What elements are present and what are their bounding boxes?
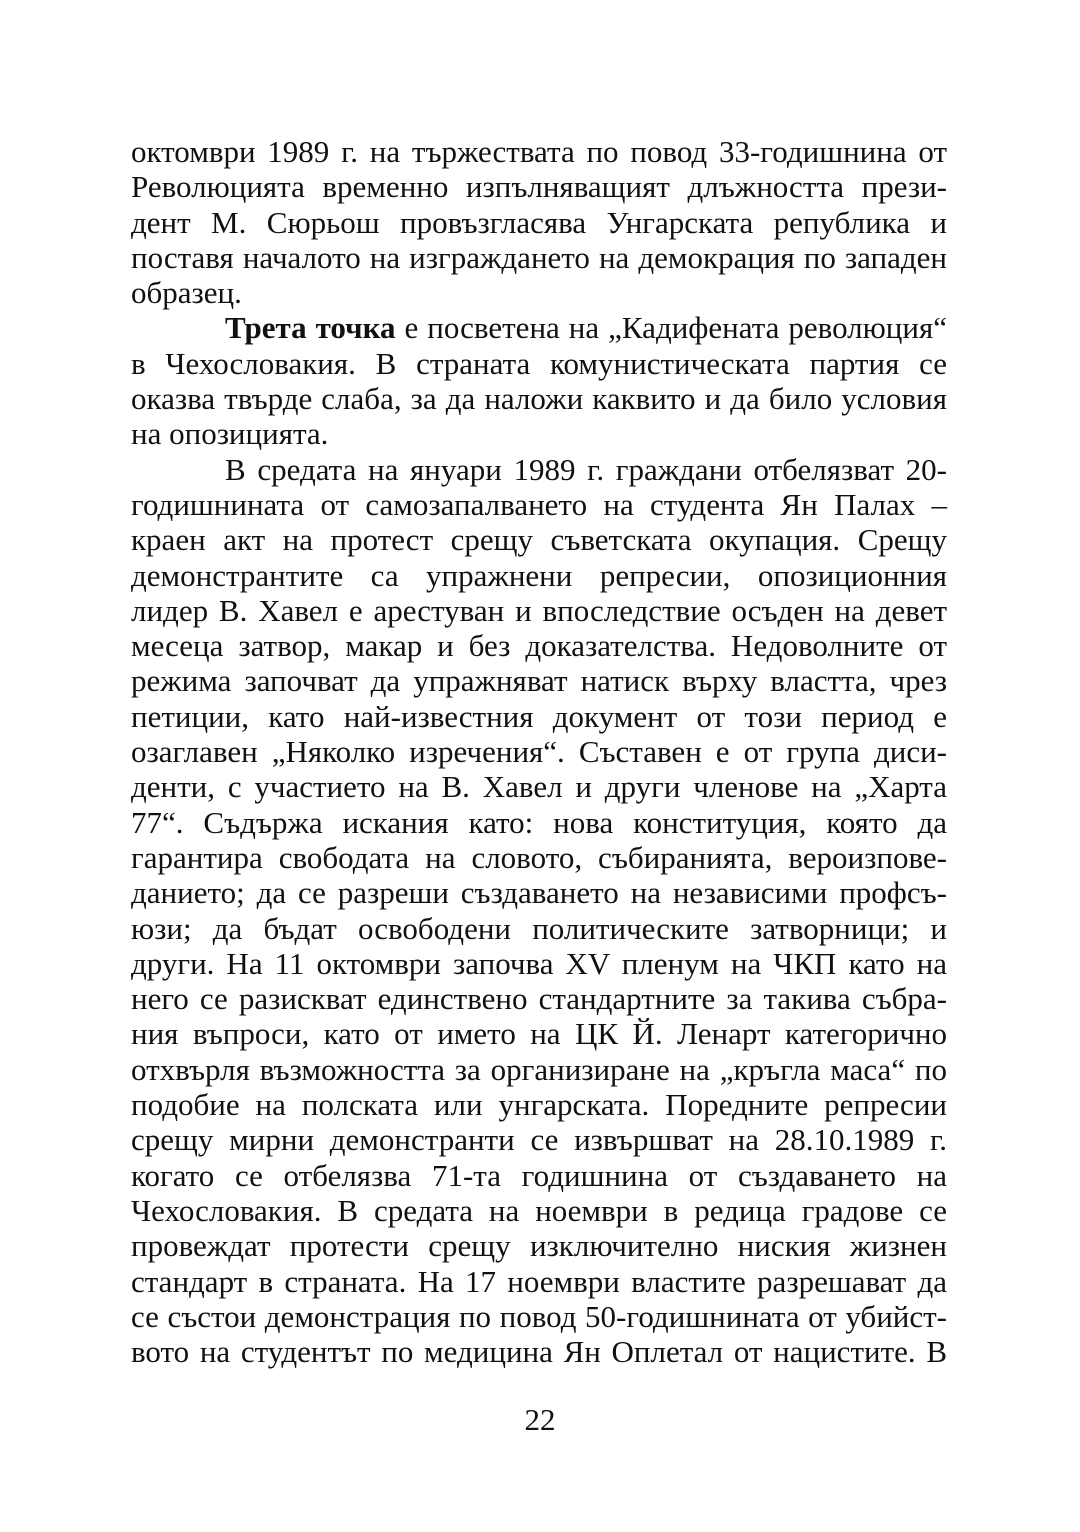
text-line: стандарт в страната. На 17 ноември властите разрешават да	[131, 1263, 947, 1299]
text-line: данието; да се разреши създаването на независими профсъ-	[131, 875, 947, 911]
page-number: 22	[524, 1402, 556, 1437]
text-line: гарантира свободата на словото, събиранията, вероизпове-	[131, 839, 947, 875]
text-line: озаглавен „Няколко изречения“. Съставен е от група диси-	[131, 734, 947, 770]
text-line: на опозицията.	[131, 416, 329, 452]
page-body	[131, 134, 947, 1369]
text-line: лидер В. Хавел е арестуван и впоследствие осъден на девет	[131, 592, 947, 628]
text-line: месеца затвор, макар и без доказателства. Недоволните от	[131, 628, 947, 664]
text-line: В средата на януари 1989 г. граждани отбелязват 20-	[225, 451, 947, 487]
text-line: Чехословакия. В средата на ноември в редица градове се	[131, 1192, 947, 1228]
text-line: октомври 1989 г. на тържествата по повод 33-годишнина от	[131, 134, 947, 169]
text-line: режима започват да упражняват натиск върху властта, чрез	[131, 663, 947, 699]
text-line: вото на студентът по медицина Ян Оплетал от нацистите. В	[131, 1334, 947, 1370]
text-line-lead	[131, 310, 947, 345]
text-line: дент М. Сюрьош провъзгласява Унгарската република и	[131, 204, 947, 240]
paragraph-2	[131, 310, 947, 451]
text-line: Революцията временно изпълняващият длъжността прези-	[131, 169, 947, 205]
text-line: него се разискват единствено стандартните за такива събра-	[131, 981, 947, 1017]
text-line: срещу мирни демонстранти се извършват на 28.10.1989 г.	[131, 1122, 947, 1158]
text-run: е посветена на „Кадифената революция“	[395, 310, 947, 346]
text-line: краен акт на протест срещу съветската окупация. Срещу	[131, 522, 947, 558]
text-line: отхвърля възможността за организиране на „кръгла маса“ по	[131, 1051, 947, 1087]
text-line: годишнината от самозапалването на студента Ян Палах –	[131, 486, 947, 522]
text-line: оказва твърде слаба, за да наложи каквито и да било условия	[131, 381, 947, 417]
text-line: петиции, като най-известния документ от този период е	[131, 698, 947, 734]
text-line: ния въпроси, като от името на ЦК Й. Ленарт категорично	[131, 1016, 947, 1052]
text-line: се състои демонстрация по повод 50-годишнината от убийст-	[131, 1298, 947, 1334]
text-line: подобие на полската или унгарската. Поредните репресии	[131, 1087, 947, 1123]
text-line: когато се отбелязва 71-та годишнина от създаването на	[131, 1157, 947, 1193]
paragraph-1	[131, 134, 947, 310]
text-line: образец.	[131, 275, 242, 311]
text-line: юзи; да бъдат освободени политическите затворници; и	[131, 910, 947, 946]
paragraph-3	[131, 452, 947, 1370]
text-line: поставя началото на изграждането на демокрация по западен	[131, 239, 947, 275]
text-line: провеждат протести срещу изключително ниския жизнен	[131, 1228, 947, 1264]
text-line: в Чехословакия. В страната комунистическата партия се	[131, 345, 947, 381]
text-line: денти, с участието на В. Хавел и други членове на „Харта	[131, 769, 947, 805]
text-line: 77“. Съдържа искания като: нова конституция, която да	[131, 804, 947, 840]
text-line: демонстрантите са упражнени репресии, опозиционния	[131, 557, 947, 593]
text-line: други. На 11 октомври започва XV пленум на ЧКП като на	[131, 945, 947, 981]
bold-lead: Трета точка	[225, 310, 396, 346]
